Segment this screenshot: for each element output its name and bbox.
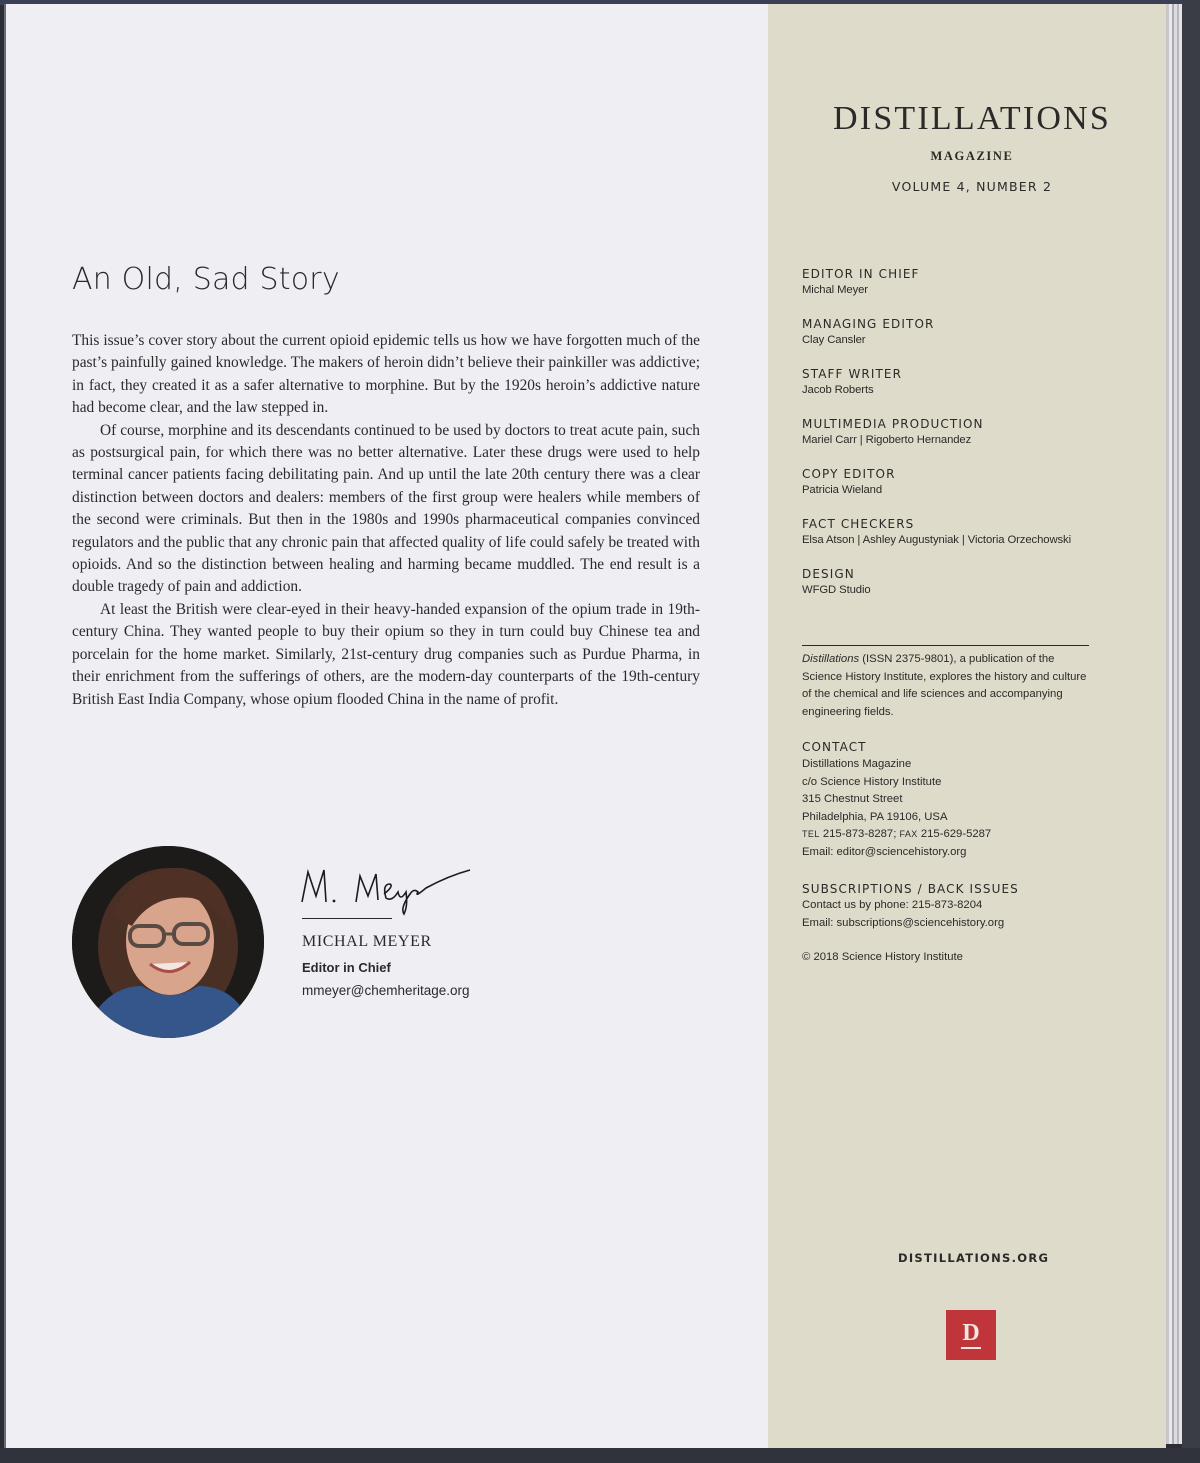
contact-address-line: Philadelphia, PA 19106, USA [802,810,948,823]
article-paragraph: Of course, morphine and its descendants continued to be used by doctors to treat acute pain, such as postsurgical pain, for which there was no better alternative. Later these drugs were used to help terminal cancer patients facing debilitating pain. And up until the late 20th century there was a clear distinction between doctors and dealers: members of the first group were healers while members of the second were criminals. But then in the 1980s and 1990s pharmaceutical companies convinced regulators and the public that any chronic pain that affected quality of life could safely be treated with opioids. And so the distinction between healing and harming became muddled. The end result is a double tragedy of pain and addiction. [72,421,700,596]
staff-role: FACT CHECKERS [802,517,915,531]
fax-number: 215-629-5287 [920,828,992,841]
logo-letter: D [962,1319,980,1346]
author-email-link[interactable]: mmeyer@chemheritage.org [302,983,470,998]
staff-entry [802,366,1102,399]
contact-address-line: Distillations Magazine [802,758,912,770]
contact-heading: CONTACT [802,740,867,754]
contact-address-line: c/o Science History Institute [802,775,942,788]
contact-phone-fax [802,826,1102,844]
article-paragraph: At least the British were clear-eyed in their heavy-handed expansion of the opium trade in 19th-century China. They wanted people to buy their opium so they in turn could buy Chinese tea and porcelain for the home market. Similarly, 21st-century drug companies such as Purdue Pharma, in their enrichment from the sufferings of others, are the modern-day counterparts of the 19th-century British East India Company, whose opium flooded China in the name of profit. [72,600,700,708]
staff-role: DESIGN [802,567,855,581]
masthead-divider [802,645,1089,646]
staff-role: MANAGING EDITOR [802,317,935,331]
logo-underline [961,1347,981,1349]
author-role: Editor in Chief [302,960,391,975]
distillations-logo-icon [946,1310,996,1360]
article-title: An Old, Sad Story [72,262,340,297]
fax-label: FAX [899,829,918,840]
subscriptions-email-link[interactable]: Email: subscriptions@sciencehistory.org [802,916,1005,929]
staff-entry [802,316,1102,349]
magazine-subtitle: MAGAZINE [930,149,1014,163]
article-paragraph: This issue’s cover story about the current opioid epidemic tells us how we have forgotten much of the past’s painfully gained knowledge. The makers of heroin didn’t believe their painkiller was addictive; in fact, they created it as a safer alternative to morphine. But by the 1920s heroin’s addictive nature had become clear, and the law stepped in. [72,332,700,417]
page-stack-edges [1166,4,1182,1444]
staff-role: MULTIMEDIA PRODUCTION [802,417,984,431]
staff-entry [802,466,1102,499]
staff-role: EDITOR IN CHIEF [802,267,920,281]
author-portrait-icon [72,846,264,1038]
staff-names: Mariel Carr | Rigoberto Hernandez [802,434,972,446]
contact-address-line: 315 Chestnut Street [802,793,903,806]
article-body [72,330,700,711]
signature-rule [302,918,392,919]
staff-names: Jacob Roberts [802,384,874,396]
subscriptions-section [802,881,1102,932]
contact-section [802,739,1102,862]
staff-role: STAFF WRITER [802,367,903,381]
masthead-sidebar [768,4,1166,1448]
staff-entry [802,416,1102,449]
subscriptions-phone: Contact us by phone: 215-873-8204 [802,899,983,911]
copyright-notice: © 2018 Science History Institute [802,951,963,963]
staff-role: COPY EDITOR [802,467,896,481]
magazine-spine [1182,0,1200,1463]
author-photo [72,846,264,1038]
tel-number: 215-873-8287; [822,828,897,841]
subscriptions-heading: SUBSCRIPTIONS / BACK ISSUES [802,882,1019,896]
staff-names: Patricia Wieland [802,484,883,496]
staff-names: Elsa Atson | Ashley Augustyniak | Victoria Orzechowski [802,534,1072,546]
staff-names: Clay Cansler [802,334,866,346]
publication-name: Distillations [802,653,860,665]
contact-email-link[interactable]: Email: editor@sciencehistory.org [802,845,967,858]
website-link[interactable]: DISTILLATIONS.ORG [898,1251,1050,1265]
author-name: MICHAL MEYER [302,933,432,950]
staff-entry [802,516,1102,549]
magazine-title: DISTILLATIONS [833,100,1111,137]
signature-icon [298,862,478,917]
staff-names: WFGD Studio [802,584,871,596]
magazine-bottom-edge [0,1448,1200,1463]
volume-number: VOLUME 4, NUMBER 2 [891,179,1053,194]
publication-description-text: (ISSN 2375-9801), a publication of the Science History Institute, explores the history and culture of the chemical and life sciences and accompanying engineering fields. [802,653,1087,718]
tel-label: TEL [802,829,820,840]
staff-entry [802,566,1102,599]
staff-entry [802,266,1102,299]
staff-names: Michal Meyer [802,284,868,296]
publication-description [802,651,1092,721]
staff-list [802,266,1102,616]
